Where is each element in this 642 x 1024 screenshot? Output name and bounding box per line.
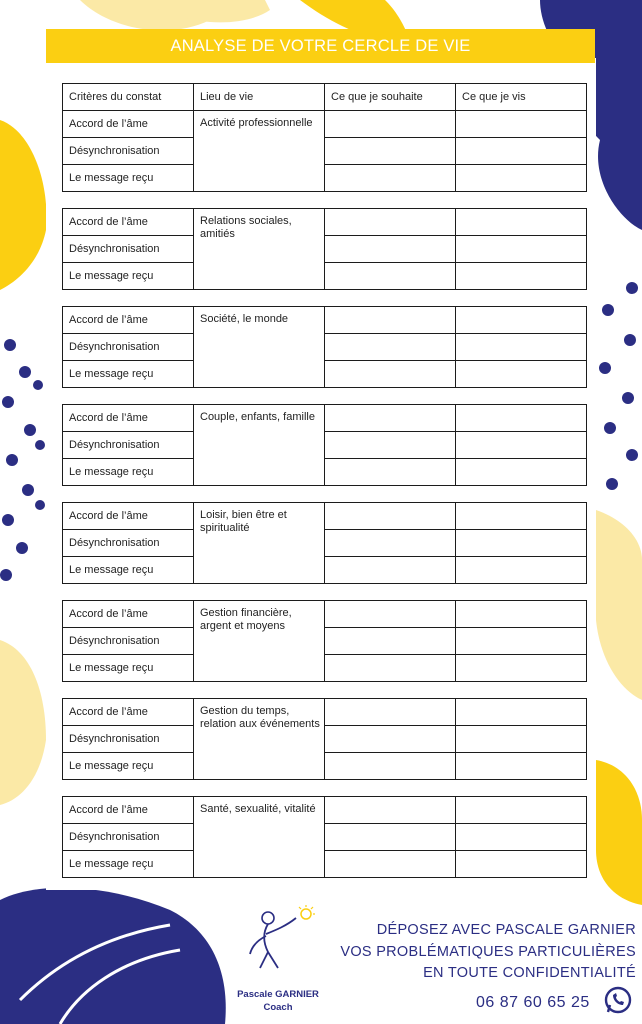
criterion-label: Accord de l’âme [63, 307, 194, 334]
life-area-label: Gestion financière, argent et moyens [194, 601, 325, 682]
wish-cell[interactable] [325, 209, 456, 236]
yellow-leaf-right [596, 760, 642, 905]
reality-cell[interactable] [456, 165, 587, 192]
wish-cell[interactable] [325, 263, 456, 290]
navy-leaf-bottom-left [0, 888, 226, 1024]
table-row [63, 111, 587, 138]
table-row [63, 263, 587, 290]
reality-cell[interactable] [456, 726, 587, 753]
wish-cell[interactable] [325, 334, 456, 361]
life-area-table [62, 502, 587, 584]
table-row [63, 138, 587, 165]
table-row [63, 530, 587, 557]
table-row [63, 165, 587, 192]
table-row [63, 361, 587, 388]
table-row [63, 503, 587, 530]
criterion-label: Accord de l’âme [63, 797, 194, 824]
life-area-label: Gestion du temps, relation aux événements [194, 699, 325, 780]
table-row [63, 797, 587, 824]
reality-cell[interactable] [456, 209, 587, 236]
criterion-label: Désynchronisation [63, 138, 194, 165]
table-row [63, 209, 587, 236]
wish-cell[interactable] [325, 530, 456, 557]
reality-cell[interactable] [456, 405, 587, 432]
wish-cell[interactable] [325, 432, 456, 459]
table-row [63, 655, 587, 682]
criterion-label: Accord de l’âme [63, 405, 194, 432]
life-area-table [62, 796, 587, 878]
column-header: Lieu de vie [194, 84, 325, 111]
brand-role: Coach [263, 1002, 293, 1013]
whatsapp-icon[interactable] [602, 984, 634, 1021]
table-row [63, 334, 587, 361]
life-area-table [62, 306, 587, 388]
life-area-label: Activité professionnelle [194, 111, 325, 192]
criterion-label: Le message reçu [63, 361, 194, 388]
reality-cell[interactable] [456, 557, 587, 584]
table-row [63, 557, 587, 584]
life-area-table [62, 404, 587, 486]
coach-logo-icon [238, 904, 328, 974]
wish-cell[interactable] [325, 557, 456, 584]
wish-cell[interactable] [325, 699, 456, 726]
criterion-label: Accord de l’âme [63, 601, 194, 628]
wish-cell[interactable] [325, 601, 456, 628]
dots-right [599, 282, 638, 490]
wish-cell[interactable] [325, 655, 456, 682]
wish-cell[interactable] [325, 726, 456, 753]
dots-left [0, 339, 45, 581]
wish-cell[interactable] [325, 307, 456, 334]
wish-cell[interactable] [325, 753, 456, 780]
pale-leaf-right [596, 510, 642, 700]
life-area-table [62, 208, 587, 290]
reality-cell[interactable] [456, 699, 587, 726]
criterion-label: Le message reçu [63, 655, 194, 682]
criterion-label: Accord de l’âme [63, 503, 194, 530]
criterion-label: Le message reçu [63, 753, 194, 780]
brand-name: Pascale GARNIER [237, 989, 319, 1000]
reality-cell[interactable] [456, 263, 587, 290]
phone-number[interactable]: 06 87 60 65 25 [476, 994, 590, 1011]
table-header-row [63, 84, 587, 111]
criterion-label: Le message reçu [63, 557, 194, 584]
criterion-label: Désynchronisation [63, 628, 194, 655]
life-area-table [62, 698, 587, 780]
contact-line-1: DÉPOSEZ AVEC PASCALE GARNIER [376, 922, 636, 938]
reality-cell[interactable] [456, 530, 587, 557]
criterion-label: Accord de l’âme [63, 209, 194, 236]
reality-cell[interactable] [456, 459, 587, 486]
reality-cell[interactable] [456, 307, 587, 334]
table-row [63, 753, 587, 780]
life-area-label: Santé, sexualité, vitalité [194, 797, 325, 878]
life-area-label: Loisir, bien être et spiritualité [194, 503, 325, 584]
contact-line-3: EN TOUTE CONFIDENTIALITÉ [423, 965, 636, 981]
reality-cell[interactable] [456, 628, 587, 655]
wish-cell[interactable] [325, 503, 456, 530]
criterion-label: Le message reçu [63, 165, 194, 192]
reality-cell[interactable] [456, 111, 587, 138]
reality-cell[interactable] [456, 851, 587, 878]
life-area-label: Relations sociales, amitiés [194, 209, 325, 290]
table-row [63, 628, 587, 655]
life-area-table [62, 83, 587, 192]
wish-cell[interactable] [325, 797, 456, 824]
table-row [63, 307, 587, 334]
wish-cell[interactable] [325, 405, 456, 432]
contact-line-2: VOS PROBLÉMATIQUES PARTICULIÈRES [340, 943, 636, 960]
wish-cell[interactable] [325, 236, 456, 263]
column-header: Critères du constat [63, 84, 194, 111]
table-row [63, 601, 587, 628]
table-row [63, 699, 587, 726]
column-header: Ce que je souhaite [325, 84, 456, 111]
table-row [63, 459, 587, 486]
life-area-label: Société, le monde [194, 307, 325, 388]
life-area-table [62, 600, 587, 682]
criterion-label: Accord de l’âme [63, 111, 194, 138]
criterion-label: Le message reçu [63, 263, 194, 290]
wish-cell[interactable] [325, 824, 456, 851]
reality-cell[interactable] [456, 655, 587, 682]
page-title: ANALYSE DE VOTRE CERCLE DE VIE [46, 29, 595, 63]
reality-cell[interactable] [456, 334, 587, 361]
reality-cell[interactable] [456, 236, 587, 263]
wish-cell[interactable] [325, 628, 456, 655]
criterion-label: Désynchronisation [63, 824, 194, 851]
criterion-label: Désynchronisation [63, 530, 194, 557]
pale-leaf-left [0, 640, 46, 805]
table-row [63, 726, 587, 753]
criterion-label: Désynchronisation [63, 236, 194, 263]
table-row [63, 851, 587, 878]
criterion-label: Désynchronisation [63, 334, 194, 361]
reality-cell[interactable] [456, 432, 587, 459]
wish-cell[interactable] [325, 111, 456, 138]
life-circle-tables [62, 83, 587, 894]
wish-cell[interactable] [325, 138, 456, 165]
criterion-label: Accord de l’âme [63, 699, 194, 726]
wish-cell[interactable] [325, 361, 456, 388]
reality-cell[interactable] [456, 601, 587, 628]
brand-block [228, 988, 328, 1014]
reality-cell[interactable] [456, 503, 587, 530]
table-row [63, 824, 587, 851]
reality-cell[interactable] [456, 361, 587, 388]
table-row [63, 432, 587, 459]
reality-cell[interactable] [456, 753, 587, 780]
reality-cell[interactable] [456, 797, 587, 824]
reality-cell[interactable] [456, 824, 587, 851]
criterion-label: Désynchronisation [63, 432, 194, 459]
wish-cell[interactable] [325, 851, 456, 878]
table-row [63, 405, 587, 432]
wish-cell[interactable] [325, 165, 456, 192]
yellow-leaf-left [0, 120, 47, 290]
contact-message [336, 920, 636, 985]
wish-cell[interactable] [325, 459, 456, 486]
criterion-label: Le message reçu [63, 459, 194, 486]
criterion-label: Le message reçu [63, 851, 194, 878]
criterion-label: Désynchronisation [63, 726, 194, 753]
table-row [63, 236, 587, 263]
life-area-label: Couple, enfants, famille [194, 405, 325, 486]
reality-cell[interactable] [456, 138, 587, 165]
column-header: Ce que je vis [456, 84, 587, 111]
